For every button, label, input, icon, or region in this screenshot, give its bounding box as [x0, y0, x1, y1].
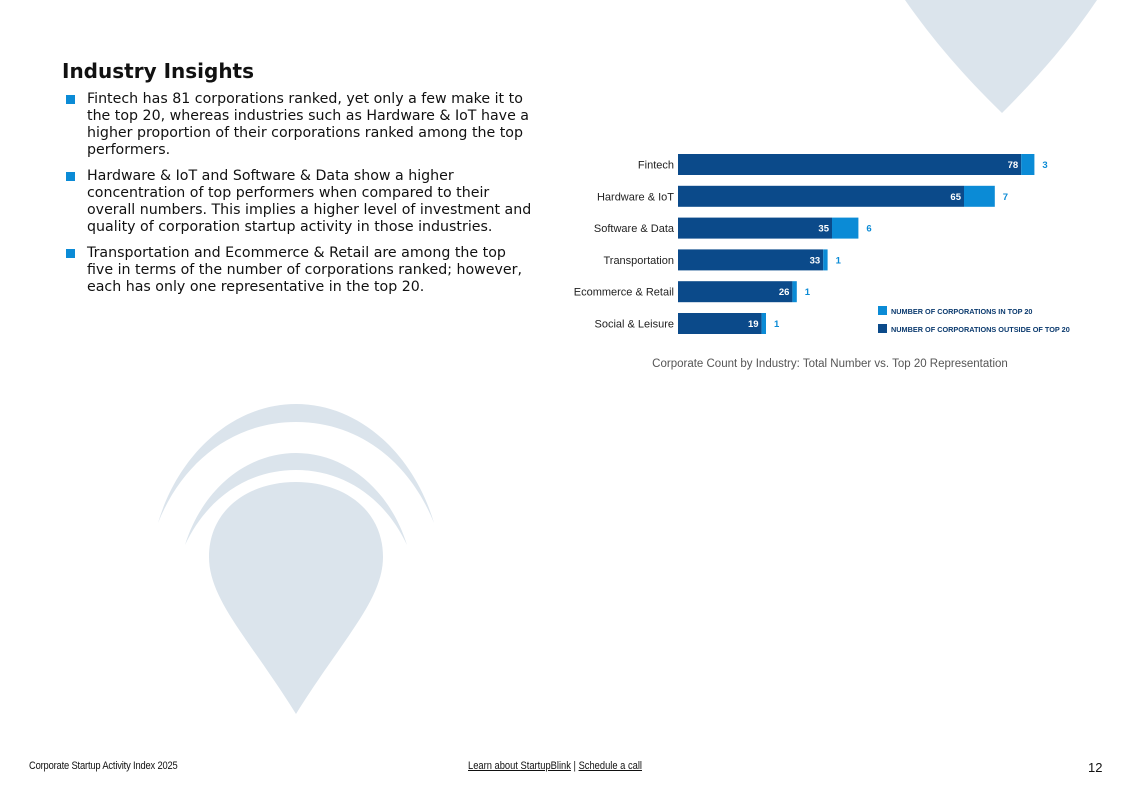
data-label-in: 1: [835, 255, 841, 267]
category-label: Fintech: [637, 159, 674, 172]
bar-outside-top20: [678, 218, 832, 239]
insight-text: Hardware & IoT and Software & Data show a higher concentration of top performers when compared to their overall numbers. This implies a higher level of investment and quality of corporation startup activity in those industries.: [87, 168, 532, 235]
legend-swatch: [878, 324, 887, 333]
data-label-outside: 35: [818, 223, 829, 235]
data-label-outside: 26: [778, 287, 790, 299]
insight-text: Fintech has 81 corporations ranked, yet only a few make it to the top 20, whereas industries such as Hardware & IoT have a higher proportion of their corporations ranked among the top performers.: [87, 91, 530, 158]
learn-about-link[interactable]: Learn about StartupBlink: [468, 760, 571, 772]
bar-in-top20: [832, 218, 858, 239]
bar-outside-top20: [678, 154, 1021, 175]
category-label: Ecommerce & Retail: [573, 286, 674, 299]
category-label: Transportation: [603, 254, 674, 267]
category-label: Software & Data: [593, 223, 674, 236]
bar-outside-top20: [678, 186, 964, 207]
bar-outside-top20: [678, 249, 823, 270]
data-label-outside: 65: [950, 191, 961, 203]
bar-in-top20: [964, 186, 995, 207]
legend-swatch: [878, 306, 887, 315]
category-label: Hardware & IoT: [596, 191, 674, 204]
data-label-in: 6: [866, 223, 872, 235]
insight-text: Transportation and Ecommerce & Retail are among the top five in terms of the number of corporations ranked; however, each has only one representative in the top 20.: [87, 245, 522, 295]
footer-report-title: Corporate Startup Activity Index 2025: [29, 760, 178, 772]
legend-label: NUMBER OF CORPORATIONS IN TOP 20: [891, 307, 1033, 316]
category-label: Social & Leisure: [594, 318, 674, 331]
footer-links: [468, 760, 642, 772]
bar-in-top20: [762, 313, 766, 334]
schedule-call-link[interactable]: Schedule a call: [578, 760, 642, 772]
bar-in-top20: [823, 249, 827, 270]
section-heading: Industry Insights: [62, 59, 255, 83]
data-label-in: 3: [1042, 160, 1048, 171]
bar-in-top20: [1021, 154, 1034, 175]
page-number: 12: [1088, 760, 1103, 775]
bar-in-top20: [792, 281, 796, 302]
legend-label: NUMBER OF CORPORATIONS OUTSIDE OF TOP 20: [891, 325, 1070, 334]
data-label-in: 1: [774, 319, 780, 330]
footer-separator: |: [573, 760, 576, 772]
data-label-outside: 33: [809, 255, 821, 267]
data-label-outside: 19: [748, 319, 759, 330]
bar-outside-top20: [678, 281, 792, 302]
chart-caption: Corporate Count by Industry: Total Number vs. Top 20 Representation: [652, 358, 1008, 370]
data-label-in: 7: [1002, 191, 1009, 203]
data-label-in: 1: [804, 287, 811, 299]
data-label-outside: 78: [1007, 160, 1019, 171]
